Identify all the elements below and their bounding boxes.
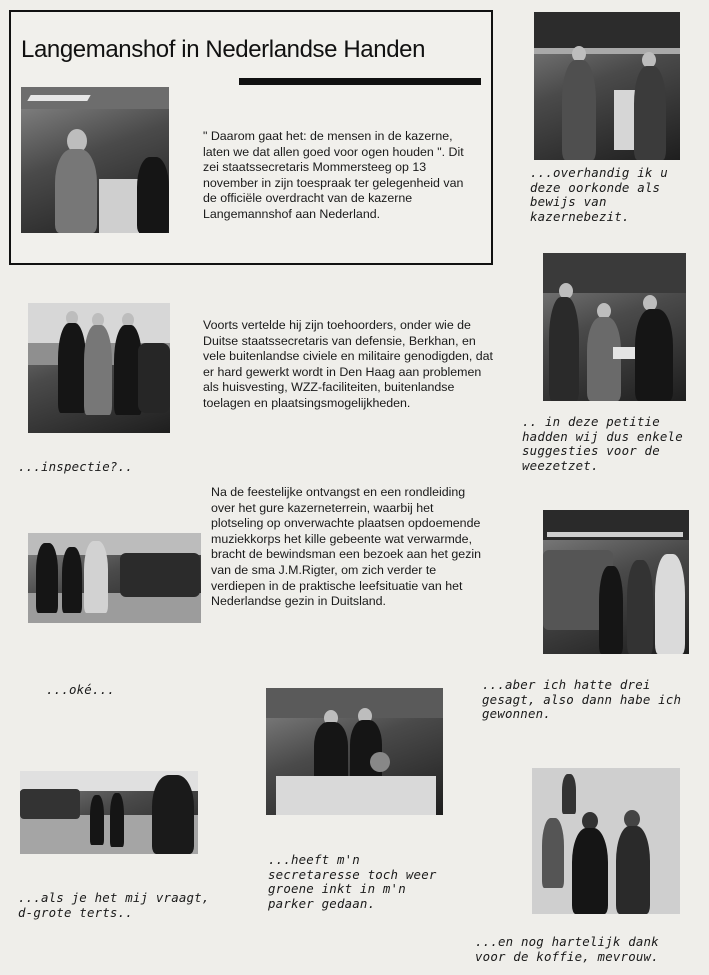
officers-on-tarmac-photo — [28, 303, 170, 433]
third-paragraph: Na de feestelijke ontvangst en een rondleiding over het gure kazerneterrein, waarbij het plotseling op onverwachte plaatsen opdoemende muziekkorps het kille gebeente wat verwarmde, bracht de bewindsman een bezoek aan het gezin van de sma J.M.Rigter, om zich verder te verdiepen in de praktische leefsituatie van het Nederlandse gezin in Duitsland. — [211, 485, 482, 609]
caption-inspection: ...inspectie?.. — [18, 459, 133, 474]
caption-grote-terts: ...als je het mij vraagt, d-grote terts.. — [18, 890, 210, 920]
intro-paragraph: " Daarom gaat het: de mensen in de kazerne, laten we dat allen goed voor ogen houden ". Dit zei staatssecretaris Mommersteeg op 13 november in zijn toespraak ter gelegenheid van de officiële overdracht van de kazerne Langemannshof aan Nederland. — [203, 129, 464, 221]
title-rule — [239, 78, 481, 85]
speaker-at-lectern-photo — [21, 87, 169, 233]
caption-certificate: ...overhandig ik u deze oorkonde als bewijs van kazernebezit. — [530, 165, 668, 224]
family-living-room-photo — [532, 768, 680, 914]
article-title: Langemanshof in Nederlandse Handen — [21, 36, 426, 63]
caption-coffee: ...en nog hartelijk dank voor de koffie, mevrouw. — [475, 934, 659, 964]
caption-aber-ich: ...aber ich hatte drei gesagt, also dann habe ich gewonnen. — [482, 677, 682, 721]
caption-secretary: ...heeft m'n secretaresse toch weer groene inkt in m'n parker gedaan. — [268, 852, 437, 911]
caption-oke: ...oké... — [46, 682, 115, 697]
title-box — [9, 10, 493, 265]
band-musicians-photo — [20, 771, 198, 854]
dinner-table-photo — [266, 688, 443, 815]
conversation-by-vehicle-photo — [543, 510, 689, 654]
certificate-handover-photo — [534, 12, 680, 160]
second-paragraph: Voorts vertelde hij zijn toehoorders, onder wie de Duitse staatssecretaris van defensie, Berkhan, en vele buitenlandse civiele en militaire genodigden, dat er hard gewerkt wordt in Den Haag aan problemen als huisvesting, WZZ-faciliteiten, buitenlandse toelagen en plaatsingsmogelijkheden. — [203, 318, 493, 410]
caption-petition: .. in deze petitie hadden wij dus enkele suggesties voor de weezetzet. — [522, 414, 683, 473]
inspection-walk-photo — [28, 533, 201, 623]
petition-presentation-photo — [543, 253, 686, 401]
